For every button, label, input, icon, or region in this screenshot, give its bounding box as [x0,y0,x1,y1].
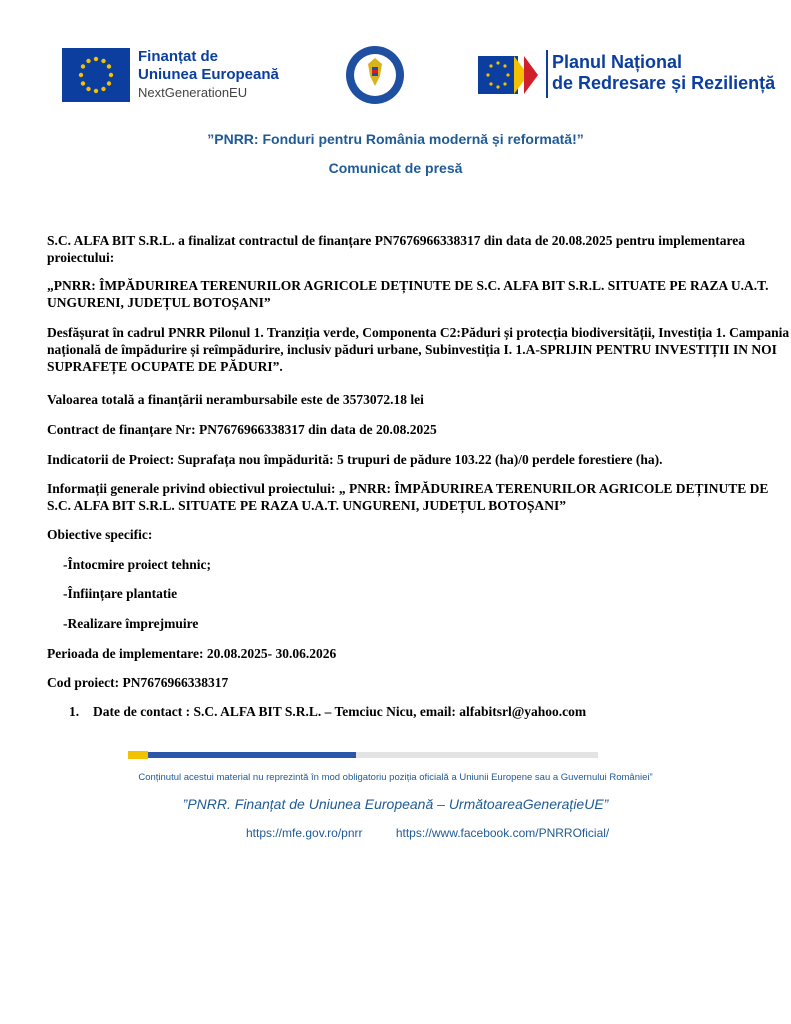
pnrr-logo-line1: Planul Național [552,52,683,72]
project-title: „PNRR: ÎMPĂDURIREA TERENURILOR AGRICOLE DEȚINUTE DE S.C. ALFA BIT S.R.L. SITUATE PE RAZA U.A.T. UNGURENI, JUDEȚUL BOTOȘANI” [47,278,769,310]
eu-logo-line1: Finanțat de [138,48,219,65]
footer-slogan: ”PNRR. Finanțat de Uniunea Europeană – UrmătoareaGenerațieUE” [182,796,609,812]
footer-divider [128,752,598,758]
eu-flag-icon [62,48,130,102]
contact-list-item [47,703,791,720]
objectives-heading: Obiective specific: [47,527,153,542]
press-release-title: Comunicat de presă [328,160,463,176]
romanian-government-seal-icon [344,40,406,110]
eu-logo-line3: NextGenerationEU [138,85,248,100]
objective-item: -Înființare plantatie [63,586,178,601]
general-info: Informații generale privind obiectivul proiectului: „ PNRR: ÎMPĂDURIREA TERENURILOR AGRICOLE DEȚINUTE DE S.C. ALFA BIT S.R.L. SITUATE PE RAZA U.A.T. UNGURENI, JUDEȚUL BOTOȘANI” [47,481,769,513]
header-logos [0,40,791,110]
total-value: Valoarea totală a finanțării nerambursabile este de 3573072.18 lei [47,392,424,407]
pnrr-logo-line2: de Redresare și Reziliență [552,73,776,93]
mfe-link[interactable]: https://mfe.gov.ro/pnrr [246,826,363,840]
project-indicators: Indicatorii de Proiect: Suprafața nou împădurită: 5 trupuri de pădure 103.22 (ha)/0 perdele forestiere (ha). [47,452,663,467]
footer-links [246,826,639,840]
facebook-link[interactable]: https://www.facebook.com/PNRROficial/ [395,826,610,840]
objective-item: -Întocmire proiect tehnic; [63,557,211,572]
implementation-period: Perioada de implementare: 20.08.2025- 30.06.2026 [47,646,337,661]
project-code: Cod proiect: PN7676966338317 [47,675,229,690]
slogan: ”PNRR: Fonduri pentru România modernă și reformată!” [207,131,584,147]
eu-logo-line2: Uniunea Europeană [138,66,279,83]
pnrr-logo [476,48,776,102]
contract-number: Contract de finanțare Nr: PN7676966338317 din data de 20.08.2025 [47,422,437,437]
program-context: Desfășurat în cadrul PNRR Pilonul 1. Tranziția verde, Componenta C2:Păduri și protecția biodiversității, Investiția 1. Campania națională de împădurire și reîmpădurire, inclusiv păduri urbane, Subinvestiția I. 1.A-SPRIJIN PENTRU INVESTIȚII IN NOI SUPRAFEȚE OCUPATE DE PĂDURI”. [47,325,790,374]
footer-disclaimer: Conținutul acestui material nu reprezintă în mod obligatoriu poziția oficială a Uniunii Europene sau a Guvernului României” [138,772,653,783]
pnrr-flag-icon [476,48,544,102]
contact-details: Date de contact : S.C. ALFA BIT S.R.L. – Temciuc Nicu, email: alfabitsrl@yahoo.com [93,704,587,719]
objective-item: -Realizare împrejmuire [63,616,199,631]
list-number: 1. [69,704,80,719]
intro-paragraph: S.C. ALFA BIT S.R.L. a finalizat contractul de finanțare PN7676966338317 din data de 20.08.2025 pentru implementarea proiectului: [47,233,746,265]
eu-funding-logo [62,46,282,104]
